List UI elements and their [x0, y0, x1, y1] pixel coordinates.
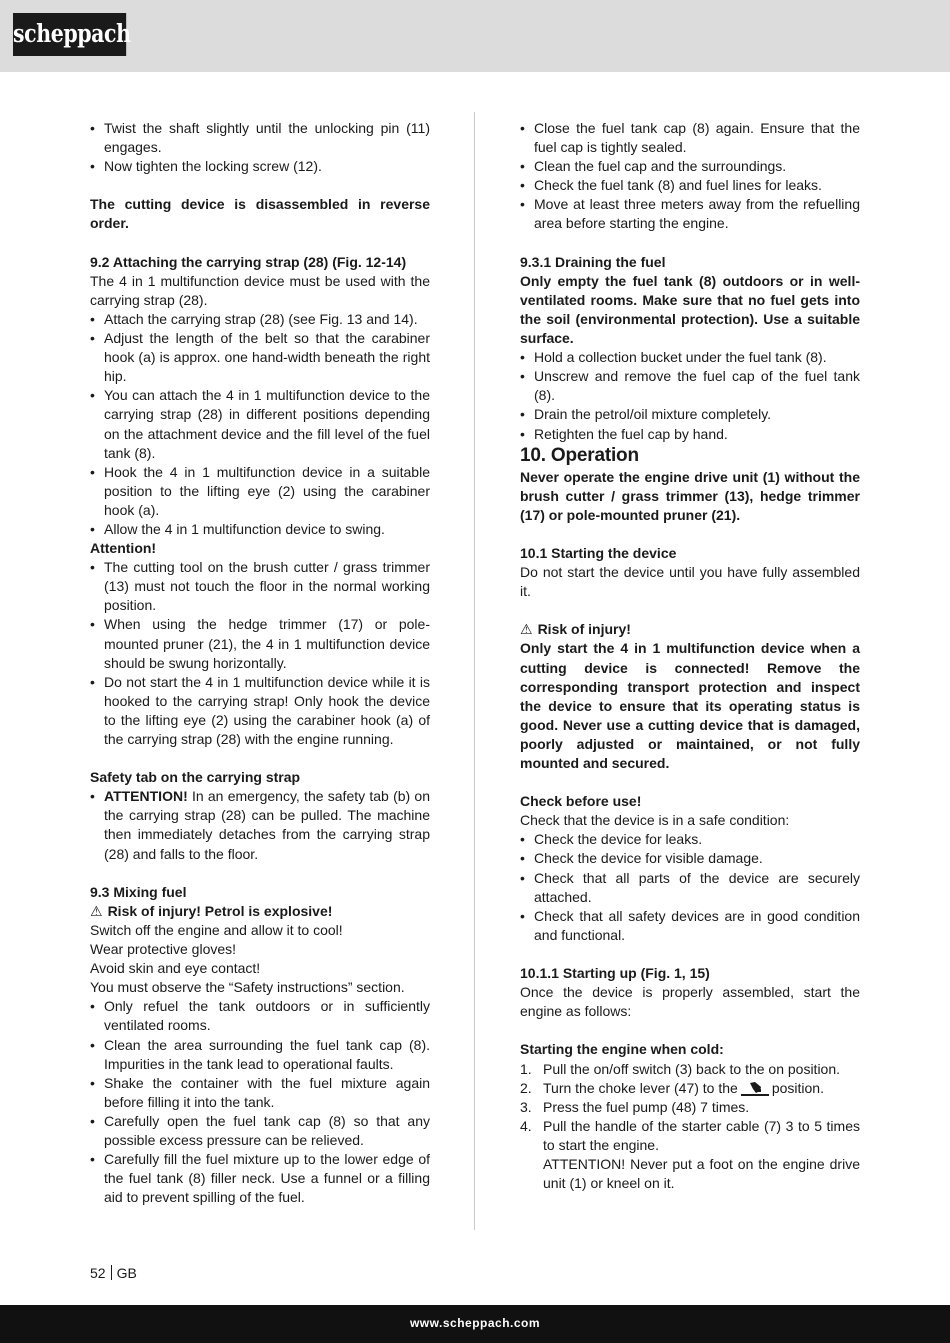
mixing-bullet-list [90, 997, 430, 1207]
list-item: • Retighten the fuel cap by hand. [520, 425, 860, 444]
draining-warning: Only empty the fuel tank (8) outdoors or in well-ventilated rooms. Make sure that no fuel gets into the soil (environmental protection). Use a suitable surface. [520, 272, 860, 347]
injury-warning-title: ⚠ Risk of injury! [520, 620, 860, 639]
section-10-1-1-text: Once the device is properly assembled, start the engine as follows: [520, 984, 860, 1020]
mixing-line: You must observe the “Safety instructions” section. [90, 979, 405, 996]
list-item: • Check that all parts of the device are securely attached. [520, 869, 860, 907]
column-divider [474, 112, 475, 1230]
website-link[interactable]: www.scheppach.com [409, 1316, 541, 1330]
list-item: • Twist the shaft slightly until the unlocking pin (11) engages. [90, 119, 430, 157]
petrol-warning: ⚠ Risk of injury! Petrol is explosive! [90, 902, 430, 921]
list-item: • Move at least three meters away from the refuelling area before starting the engine. [520, 195, 860, 233]
list-item: • Carefully open the fuel tank cap (8) so that any possible excess pressure can be relieved. [90, 1112, 430, 1150]
mixing-line: Switch off the engine and allow it to cool! [90, 921, 343, 938]
list-item: • Attach the carrying strap (28) (see Fig. 13 and 14). [90, 310, 430, 329]
left-column [90, 119, 430, 1207]
list-item: • Adjust the length of the belt so that the carabiner hook (a) is approx. one hand-width beneath the right hip. [90, 329, 430, 386]
cold-start-title: Starting the engine when cold: [520, 1041, 724, 1058]
list-item [90, 787, 430, 863]
check-before-use-intro: Check that the device is in a safe condition: [520, 812, 790, 829]
list-item: • Now tighten the locking screw (12). [90, 157, 430, 176]
list-item: • Drain the petrol/oil mixture completely. [520, 405, 860, 424]
list-item: • Carefully fill the fuel mixture up to the lower edge of the fuel tank (8) filler neck. Use a funnel or a filling aid to prevent spilling of the fuel. [90, 1150, 430, 1207]
list-item: • Clean the fuel cap and the surroundings. [520, 157, 860, 176]
page-header [0, 0, 950, 72]
operation-warning: Never operate the engine drive unit (1) without the brush cutter / grass trimmer (13), hedge trimmer (17) or pole-mounted pruner (21). [520, 468, 860, 523]
section-10-1-1-title: 10.1.1 Starting up (Fig. 1, 15) [520, 965, 710, 982]
list-item: • Shake the container with the fuel mixture again before filling it into the tank. [90, 1074, 430, 1112]
attention-bullet-list [90, 558, 430, 749]
draining-bullet-list [520, 348, 860, 443]
safety-tab-list [90, 787, 430, 863]
section-10-1-text: Do not start the device until you have fully assembled it. [520, 564, 860, 600]
list-item: • Allow the 4 in 1 multifunction device to swing. [90, 520, 430, 539]
page-number: 52 GB [90, 1265, 137, 1281]
check-bullet-list [520, 830, 860, 945]
warning-triangle-icon: ⚠ [520, 621, 533, 638]
list-item: • Only refuel the tank outdoors or in sufficiently ventilated rooms. [90, 997, 430, 1035]
section-10-heading: 10. Operation [520, 444, 639, 466]
section-9-3-title: 9.3 Mixing fuel [90, 883, 187, 900]
list-item: • Check the fuel tank (8) and fuel lines for leaks. [520, 176, 860, 195]
mixing-line: Avoid skin and eye contact! [90, 960, 261, 977]
list-item: • Hook the 4 in 1 multifunction device in a suitable position to the lifting eye (2) using the carabiner hook (a). [90, 463, 430, 520]
list-item: 3. Press the fuel pump (48) 7 times. [520, 1098, 750, 1115]
disassembly-note: The cutting device is disassembled in reverse order. [90, 196, 430, 232]
section-9-3-1-title: 9.3.1 Draining the fuel [520, 253, 666, 270]
step-note: ATTENTION! Never put a foot on the engine drive unit (1) or kneel on it. [543, 1155, 860, 1192]
cold-start-steps [520, 1060, 860, 1194]
list-item: • Check that all safety devices are in good condition and functional. [520, 907, 860, 945]
section-10-1-title: 10.1 Starting the device [520, 544, 677, 561]
mixing-line: Wear protective gloves! [90, 941, 237, 958]
list-item: 2. Turn the choke lever (47) to the position. [520, 1079, 824, 1096]
list-item: • Close the fuel tank cap (8) again. Ensure that the fuel cap is tightly sealed. [520, 119, 860, 157]
intro-bullet-list [90, 119, 430, 176]
list-item: 4. Pull the handle of the starter cable (7) 3 to 5 times to start the engine. ATTENTION! Never put a foot on the engine drive unit (1) or kneel on it. [520, 1117, 860, 1192]
warning-triangle-icon: ⚠ [90, 902, 103, 919]
injury-warning-text: Only start the 4 in 1 multifunction device when a cutting device is connected! Remove the corresponding transport protection and inspect the device to ensure that its operating status is good. Never use a cutting device that is damaged, poorly adjusted or maintained, or not fully mounted and secured. [520, 640, 860, 771]
list-item: • Check the device for leaks. [520, 830, 860, 849]
safety-tab-title: Safety tab on the carrying strap [90, 769, 301, 786]
list-item: • When using the hedge trimmer (17) or pole-mounted pruner (21), the 4 in 1 multifunction device should be swung horizontally. [90, 615, 430, 672]
list-item: • The cutting tool on the brush cutter / grass trimmer (13) must not touch the floor in the normal working position. [90, 558, 430, 615]
list-item: 1. Pull the on/off switch (3) back to the on position. [520, 1060, 841, 1077]
list-item: • Do not start the 4 in 1 multifunction device while it is hooked to the carrying strap! Only hook the device to the lifting eye (2) using the carabiner hook (a) of the carrying strap (28) with the engine running. [90, 673, 430, 749]
right-column [520, 119, 860, 1193]
list-item: • Clean the area surrounding the fuel tank cap (8). Impurities in the tank lead to operational faults. [90, 1036, 430, 1074]
section-9-2-intro: The 4 in 1 multifunction device must be used with the carrying strap (28). [90, 272, 430, 308]
check-before-use-title: Check before use! [520, 793, 642, 810]
choke-icon [741, 1081, 769, 1096]
list-item: • Hold a collection bucket under the fuel tank (8). [520, 348, 860, 367]
list-item: • Unscrew and remove the fuel cap of the fuel tank (8). [520, 367, 860, 405]
attention-label: Attention! [90, 540, 157, 557]
section-9-2-title: 9.2 Attaching the carrying strap (28) (Fig. 12-14) [90, 253, 407, 270]
list-item: • Check the device for visible damage. [520, 849, 860, 868]
attention-strong: ATTENTION! [104, 788, 188, 805]
list-item: • You can attach the 4 in 1 multifunction device to the carrying strap (28) in different positions depending on the attachment device and the fill level of the fuel tank (8). [90, 386, 430, 462]
brand-logo: scheppach [13, 13, 126, 56]
safety-tab-text: In an emergency, the safety tab (b) on the carrying strap (28) can be pulled. The machine then immediately detaches from the carrying strap (28) and falls to the floor. [104, 788, 430, 862]
strap-bullet-list [90, 310, 430, 539]
page-footer [0, 1305, 950, 1343]
refuel-bullet-list [520, 119, 860, 234]
